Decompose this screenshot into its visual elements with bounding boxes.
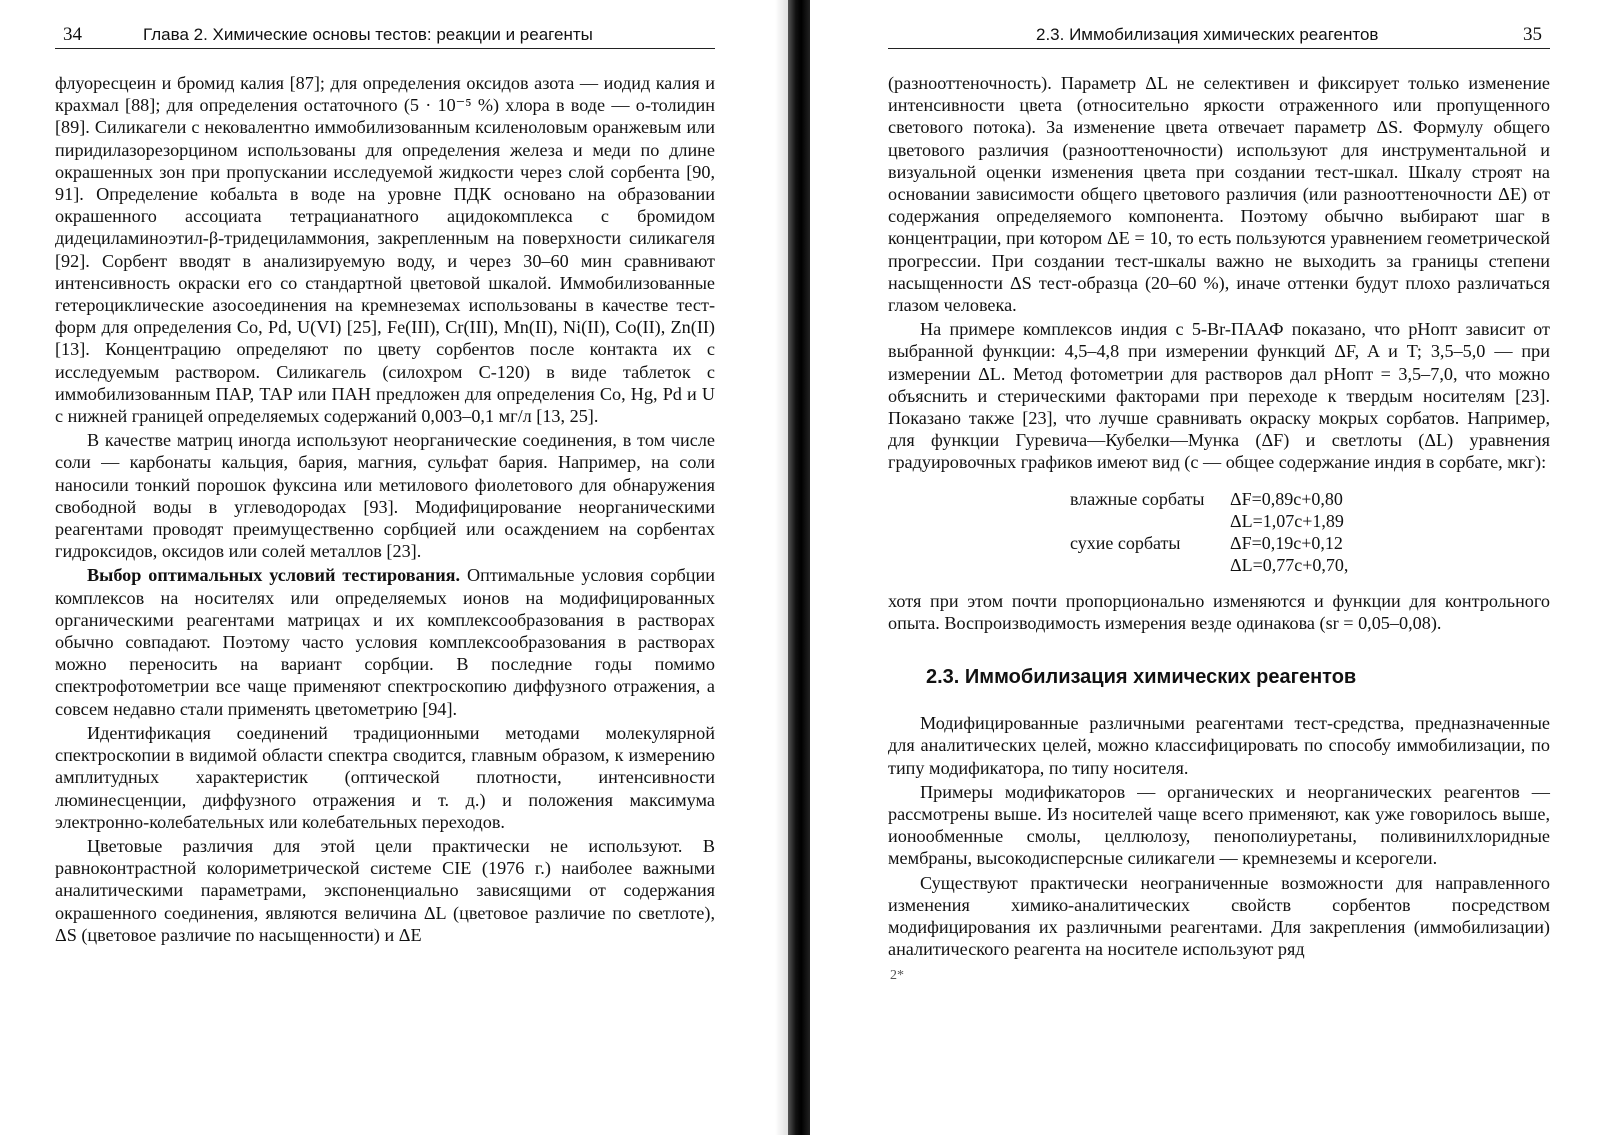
dry-l-equation: ΔL=0,77c+0,70, [1230, 554, 1349, 575]
paragraph-lead-bold: Выбор оптимальных условий тестирования. [87, 565, 461, 586]
calibration-equations [888, 488, 1550, 576]
right-page-number: 35 [1523, 24, 1542, 45]
section-running-title: 2.3. Иммобилизация химических реагентов [1036, 25, 1379, 44]
chapter-title: Глава 2. Химические основы тестов: реакции и реагенты [143, 25, 593, 44]
formula-spacer [888, 554, 1070, 576]
paragraph: флуоресцеин и бромид калия [87]; для определения оксидов азота — иодид калия и крахмал [88]; для определения остаточного (5 · 10⁻⁵ %) хлора в воде — о-толидин [89]. Силикагели с нековалентно иммобилизованным ксиленоловым оранжевым или пиридилазорезорцином использованы для определения железа и меди по длине окрашенных зон при пропускании исследуемой жидкости через слой сорбента [90, 91]. Определение кобальта в воде на уровне ПДК основано на образовании окрашенного ассоциата тетрацианатного ацидокомплекса с бромидом дидециламиноэтил-β-тридециламмония, закрепленным на поверхности силикагеля [92]. Сорбент вводят в анализируемую воду, и через 30–60 мин сравнивают интенсивность окраски его со стандартной цветовой шкалой. Иммобилизованные гетероциклические азосоединения на кремнеземах использованы в качестве тест-форм для определения Co, Pd, U(VI) [25], Fe(III), Cr(III), Mn(II), Ni(II), Co(II), Zn(II) [13]. Концентрацию определяют по цвету сорбентов после контакта их с исследуемым раствором. Силикагель (силохром С-120) в виде таблеток с иммобилизованным ПАР, ТАР или ПАН предложен для определения Co, Hg, Pd и U с нижней границей определяемых содержаний 0,003–0,1 мг/л [13, 25]. [55, 73, 715, 427]
paragraph: Цветовые различия для этой цели практически не используют. В равноконтрастной колориметрической системе CIE (1976 г.) наиболее важными аналитическими параметрами, экспоненциально зависящими от содержания окрашенного соединения, являются величина ΔL (цветовое различие по светлоте), ΔS (цветовое различие по насыщенности) и ΔE [55, 835, 715, 945]
formula-spacer [1070, 510, 1230, 532]
wet-sorbates-label: влажные сорбаты [1070, 488, 1205, 509]
paragraph: На примере комплексов индия с 5-Br-ПААФ показано, что pHопт зависит от выбранной функции: 4,5–4,8 при измерении функций ΔF, A и T; 3,5–5,0 — при измерении ΔL. Метод фотометрии для растворов дал pHопт = 3,5–7,0, что можно объяснить и стерическими факторами при переходе к твердым носителям [23]. Показано также [23], что лучше сравнивать окраску мокрых сорбатов. Например, для функции Гуревича—Кубелки—Мунка (ΔF) и светлоты (ΔL) уравнения градуировочных графиков имеют вид (c — общее содержание индия в сорбате, мкг): [888, 319, 1550, 473]
formula-spacer [1070, 554, 1230, 576]
paragraph: Существуют практически неограниченные возможности для направленного изменения химико-аналитических свойств сорбентов посредством модифицирования их различными реагентами. Для закрепления (иммобилизации) аналитического реагента на носителе используют ряд [888, 872, 1550, 960]
left-running-head [55, 22, 715, 49]
spine-shadow [775, 0, 788, 1135]
paragraph: Идентификация соединений традиционными методами молекулярной спектроскопии в видимой области спектра сводится, главным образом, к измерению амплитудных характеристик (оптической плотности, интенсивности люминесценции, диффузного отражения и т. д.) и положения максимума электронно-колебательных или колебательных переходов. [55, 722, 715, 832]
formula-spacer [888, 510, 1070, 532]
paragraph: хотя при этом почти пропорционально изменяются и функции для контрольного опыта. Воспроизводимость измерения везде одинакова (sr = 0,05–0,08). [888, 590, 1550, 633]
wet-l-equation: ΔL=1,07c+1,89 [1230, 510, 1344, 531]
book-spine [788, 0, 810, 1135]
formula-spacer [888, 532, 1070, 554]
left-page [55, 0, 715, 1135]
paragraph: (разнооттеночность). Параметр ΔL не селективен и фиксирует только изменение интенсивности цвета (относительно яркости отраженного или пропущенного светового потока). За изменение цвета отвечает параметр ΔS. Формулу общего цветового различия (разнооттеночности) используют для инструментальной и визуальной оценки изменения цвета при создании тест-шкал. Шкалу строят на основании зависимости общего цветового различия (или разнооттеночности ΔE) от содержания определяемого компонента. Поэтому обычно выбирают шаг в концентрации, при котором ΔE = 10, то есть пользуются уравнением геометрической прогрессии. При создании тест-шкалы важно не выходить за границы степени насыщенности ΔS тест-образца (20–60 %), иначе оттенки будут плохо различаться глазом человека. [888, 73, 1550, 316]
dry-sorbates-label: сухие сорбаты [1070, 532, 1181, 553]
signature-mark: 2* [890, 967, 904, 983]
section-heading: 2.3. Иммобилизация химических реагентов [926, 666, 1357, 689]
formula-spacer [888, 488, 1070, 510]
paragraph: Примеры модификаторов — органических и неорганических реагентов — рассмотрены выше. Из носителей чаще всего применяют, как уже говорилось выше, ионообменные смолы, целлюлозу, пенополиуретаны, поливинилхлоридные мембраны, высокодисперсные силикагели — кремнеземы и ксерогели. [888, 781, 1550, 869]
left-page-number: 34 [63, 24, 82, 45]
paragraph [55, 564, 715, 719]
dry-f-equation: ΔF=0,19c+0,12 [1230, 532, 1343, 553]
right-body-text [888, 72, 1550, 987]
right-page [888, 0, 1550, 1135]
paragraph-text: Оптимальные условия сорбции комплексов на носителях или определяемых ионов на модифицированных органическими реагентами матрицах и их комплексообразования в растворах обычно совпадают. Поэтому часто условия комплексообразования в растворах можно переносить на вариант сорбции. В последние годы помимо спектрофотометрии все чаще применяют спектроскопию диффузного отражения, а совсем недавно стали применять цветометрию [94]. [55, 565, 715, 719]
paragraph: Модифицированные различными реагентами тест-средства, предназначенные для аналитических целей, можно классифицировать по способу иммобилизации, по типу модификатора, по типу носителя. [888, 713, 1550, 778]
left-body-text [55, 72, 715, 948]
paragraph: В качестве матриц иногда используют неорганические соединения, в том числе соли — карбонаты кальция, бария, магния, сульфат бария. Например, на соли наносили тонкий порошок фуксина или метилового фиолетового для обнаружения свободной воды в углеводородах [93]. Модифицирование неорганическими реагентами проводят преимущественно сорбцией или осаждением на сорбентах гидроксидов, оксидов или солей металлов [23]. [55, 430, 715, 562]
wet-f-equation: ΔF=0,89c+0,80 [1230, 488, 1343, 509]
right-running-head [888, 22, 1550, 49]
